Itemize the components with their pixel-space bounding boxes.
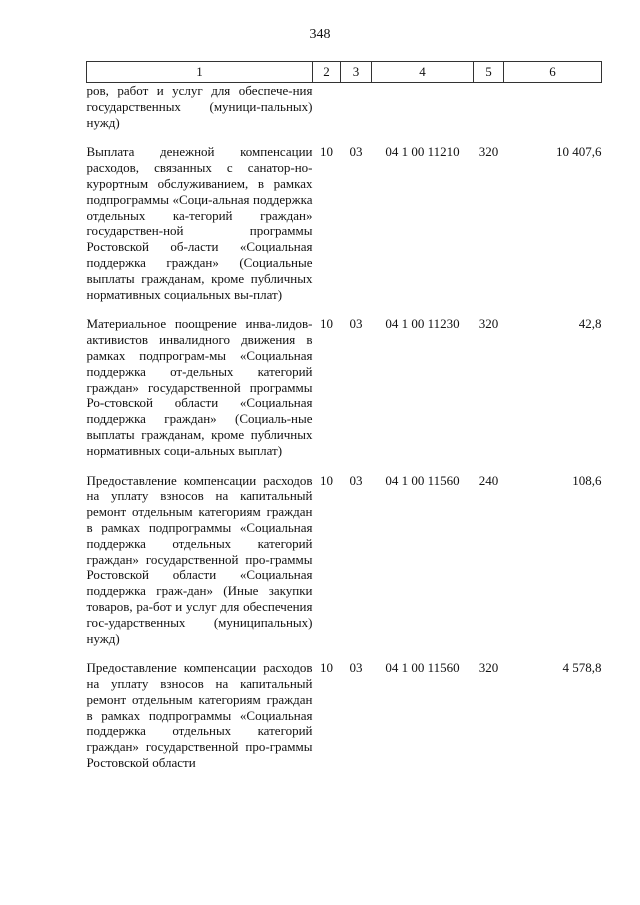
table-row xyxy=(87,83,602,131)
page-number: 348 xyxy=(309,27,331,42)
row-amount: 10 407,6 xyxy=(556,144,602,160)
row-subsection: 03 xyxy=(349,316,363,332)
column-header-3: 3 xyxy=(341,62,372,83)
row-section xyxy=(313,83,341,131)
row-target-code xyxy=(372,83,474,131)
column-header-1: 1 xyxy=(87,62,313,83)
column-header-2: 2 xyxy=(313,62,341,83)
row-section: 10 xyxy=(320,472,333,488)
row-expense-type xyxy=(474,83,504,131)
row-subsection: 03 xyxy=(349,144,363,160)
row-amount xyxy=(504,83,602,131)
row-description: Предоставление компенсации расходов на уплату взносов на капитальный ремонт отдельным категориям граждан в рамках подпрограммы «Социальная поддержка отдельных категорий граждан» государственной про-граммы Ростовской области «Социальная поддержка граж-дан» (Иные закупки товаров, ра-бот и услуг для обеспечения гос-ударственных (муниципальных) нужд) xyxy=(86,472,313,646)
column-header-5: 5 xyxy=(474,62,504,83)
row-target-code: 04 1 00 11230 xyxy=(385,316,460,332)
row-expense-type: 320 xyxy=(478,144,499,160)
table-row xyxy=(87,302,602,458)
row-description: Материальное поощрение инва-лидов-активистов инвалидного движения в рамках подпрограм-мы «Социальная поддержка от-дельных категорий граждан» государственной программы Ро-стовской области «Социальная поддержка граждан» (Социаль-ные выплаты гражданам, кроме публичных нормативных соци-альных выплат) xyxy=(86,316,313,458)
column-header-4: 4 xyxy=(372,62,474,83)
table-header-row xyxy=(87,62,602,83)
row-subsection xyxy=(341,83,372,131)
row-amount: 42,8 xyxy=(578,316,602,332)
row-expense-type: 320 xyxy=(478,660,499,676)
row-section: 10 xyxy=(320,660,333,676)
table-row xyxy=(87,646,602,771)
row-description: ров, работ и услуг для обеспече-ния государственных (муници-пальных) нужд) xyxy=(86,83,313,130)
row-target-code: 04 1 00 11560 xyxy=(385,660,460,676)
row-subsection: 03 xyxy=(349,472,363,488)
row-target-code: 04 1 00 11210 xyxy=(385,144,460,160)
row-description: Предоставление компенсации расходов на уплату взносов на капитальный ремонт отдельным категориям граждан в рамках подпрограммы «Социальная поддержка отдельных категорий граждан» государственной про-граммы Ростовской области xyxy=(86,660,313,771)
row-expense-type: 240 xyxy=(478,472,499,488)
table-row xyxy=(87,130,602,302)
row-target-code: 04 1 00 11560 xyxy=(385,472,460,488)
column-header-6: 6 xyxy=(504,62,602,83)
row-subsection: 03 xyxy=(349,660,363,676)
row-section: 10 xyxy=(320,144,333,160)
row-section: 10 xyxy=(320,316,333,332)
row-expense-type: 320 xyxy=(478,316,499,332)
row-amount: 4 578,8 xyxy=(562,660,602,676)
table-row xyxy=(87,459,602,647)
row-description: Выплата денежной компенсации расходов, связанных с санатор-но-курортным обслуживанием, в рамках подпрограммы «Соци-альная поддержка отдельных ка-тегорий граждан» государствен-ной программы Ростовской об-ласти «Социальная поддержка граждан» (Социальные выплаты гражданам, кроме публичных нормативных социальных вы-плат) xyxy=(86,144,313,302)
budget-table xyxy=(86,61,602,771)
row-amount: 108,6 xyxy=(572,472,602,488)
